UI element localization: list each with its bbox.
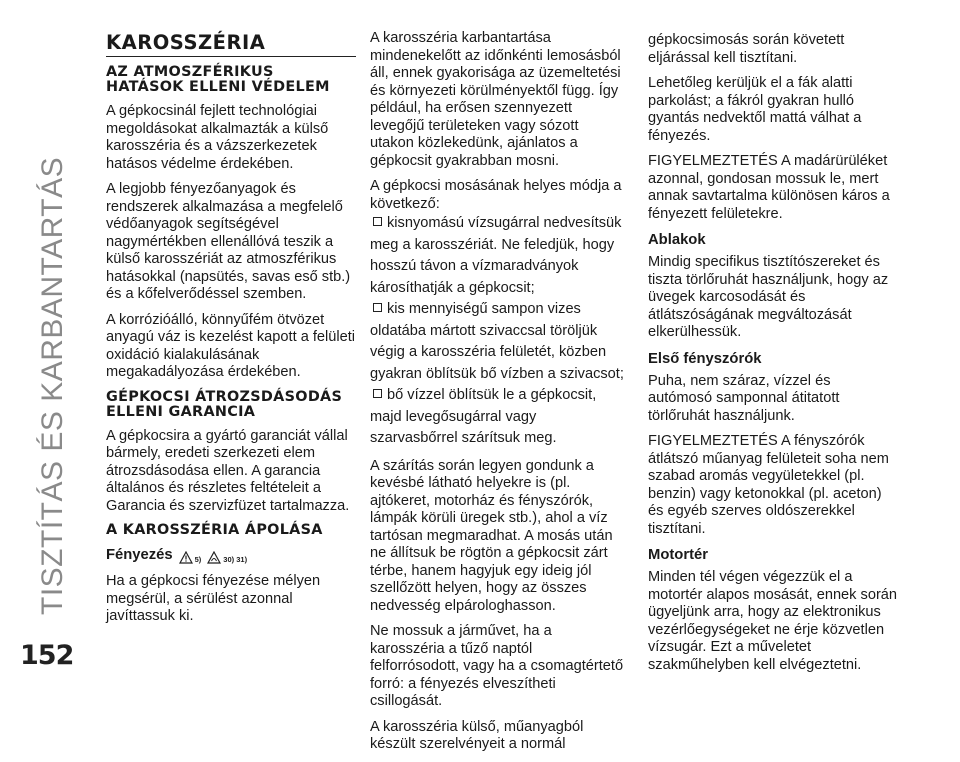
paragraph: A karosszéria karbantartása mindenekelőtt az időnkénti lemosásból áll, ennek gyakorisága az üzemeltetési és környezeti körülményektől függ. Így például, ha erősen szennyezett levegőjű területeken vagy sózott utakon közlekedünk, ajánlatos a gépkocsit gyakrabban mosni. [370,30,621,169]
paragraph: A gépkocsinál fejlett technológiai megoldásokat alkalmazták a külső karosszéria és a vázszerkezetek hatásos védelme érdekében. [106,103,329,172]
list-item-text: bő vízzel öblítsük le a gépkocsit, majd levegősugárral vagy szarvasbőrrel szárítsuk meg. [370,387,597,446]
main-heading: KAROSSZÉRIA [106,32,356,57]
paragraph: gépkocsimosás során követett eljárással kell tisztítani. [648,32,845,66]
list-item-text: kis mennyiségű sampon vizes oldatába mártott szivaccsal töröljük végig a karosszéria felületét, közben gyakran öblítsük bő vízben a szivacsot; [370,301,624,382]
paragraph: Lehetőleg kerüljük el a fák alatti parkolást; a fákról gyakran hulló gyantás nedvektől mattá válhat a fényezés. [648,75,862,144]
paint-label-row [106,546,356,564]
sub-heading-care: A KAROSSZÉRIA ÁPOLÁSA [106,522,323,538]
paint-label: Fényezés [106,547,173,563]
paragraph: FIGYELMEZTETÉS A fényszórók átlátszó műanyag felületeit soha nem szabad aromás vegyületekkel (pl. benzin) vagy ketonokkal (pl. aceton) és egyéb szerves oldószerekkel tisztítani. [648,433,889,537]
side-section-title-text: TISZTÍTÁS ÉS KARBANTARTÁS [36,156,69,615]
paragraph: FIGYELMEZTETÉS A madárürüléket azonnal, gondosan mossuk le, mert annak savtartalma különösen káros a fényezett felületekre. [648,153,890,222]
checkbox-bullet-icon [373,303,382,312]
paragraph: Ha a gépkocsi fényezése mélyen megsérül, a sérülést azonnal javíttassuk ki. [106,573,321,624]
paragraph: A korrózióálló, könnyűfém ötvözet anyagú váz is kezelést kapott a felületi oxidáció kialakulásának megakadályozása érdekében. [106,311,356,380]
warning-triangle-icon [179,551,193,564]
page-number: 152 [20,640,74,671]
paragraph: A gépkocsi mosásának helyes módja a következő: [370,178,622,212]
sub-heading-warranty: GÉPKOCSI ÁTROZSDÁSODÁS ELLENI GARANCIA [106,388,343,420]
paragraph: Puha, nem száraz, vízzel és autómosó samponnal átitatott törlőruhát használjunk. [648,372,840,424]
paragraph: A gépkocsira a gyártó garanciát vállal bármely, eredeti szerkezeti elem átrozsdásodása ellen. A garancia általános és részletes feltételeit a Garancia és szervizfüzet tartalmazza. [106,427,350,514]
list-item-text: kisnyomású vízsugárral nedvesítsük meg a karosszériát. Ne feledjük, hogy hosszú távon a vízmaradványok károsíthatják a gépkocsit; [370,215,622,296]
reference-number: 30) 31) [223,555,248,564]
column-3 [648,32,898,682]
heading-engine-bay: Motortér [648,547,709,563]
checkbox-bullet-icon [373,389,382,398]
list-item [370,299,625,385]
paragraph: A karosszéria külső, műanyagból készült szerelvényeit a normál [370,718,584,752]
heading-windows: Ablakok [648,232,706,248]
list-item [370,385,625,450]
column-2 [370,30,625,762]
list-item [370,213,625,299]
paragraph: Minden tél végen végezzük el a motortér alapos mosását, ennek során ügyeljünk arra, hogy az elektronikus vezérlőegységeket ne érje közvetlen vízsugár. Ezt a műveletet szakműhelyben kell elvégeztetni. [648,569,898,673]
paragraph: A szárítás során legyen gondunk a kevésbé látható helyekre is (pl. ajtókeret, motorház és fényszórók, lámpák körüli üregek stb.), ahol a víz tartósan megmaradhat. A mosás után ne állítsuk be rögtön a gépkocsit zárt térbe, hanem hagyjuk egy ideig jól szellőzött helyen, hogy az összes nedvesség elpárologhasson. [370,457,613,614]
paragraph: Ne mossuk a járművet, ha a karosszéria a tűző naptól felforrósodott, vagy ha a csomagtértető forró: a fényezés elveszítheti csillogását. [370,623,624,709]
column-1 [106,32,356,634]
paragraph: A legjobb fényezőanyagok és rendszerek alkalmazása a megfelelő védőanyagok segítségével nagymértékben ellenállóvá teszik a külső karosszériát az atmoszférikus hatásokkal (napsütés, savas eső stb.) és a kőfelverődéssel szemben. [106,181,351,302]
heading-headlights: Első fényszórók [648,350,762,367]
paragraph: Mindig specifikus tisztítószereket és tiszta törlőruhát használjunk, hogy az üvegek karcosodását és átlátszóságának megváltozását elkerülhessük. [648,254,889,340]
checkbox-bullet-icon [373,217,382,226]
caution-triangle-icon [207,551,221,564]
sub-heading-atmospheric: AZ ATMOSZFÉRIKUS HATÁSOK ELLENI VÉDELEM [106,64,330,95]
reference-number: 5) [194,555,202,564]
